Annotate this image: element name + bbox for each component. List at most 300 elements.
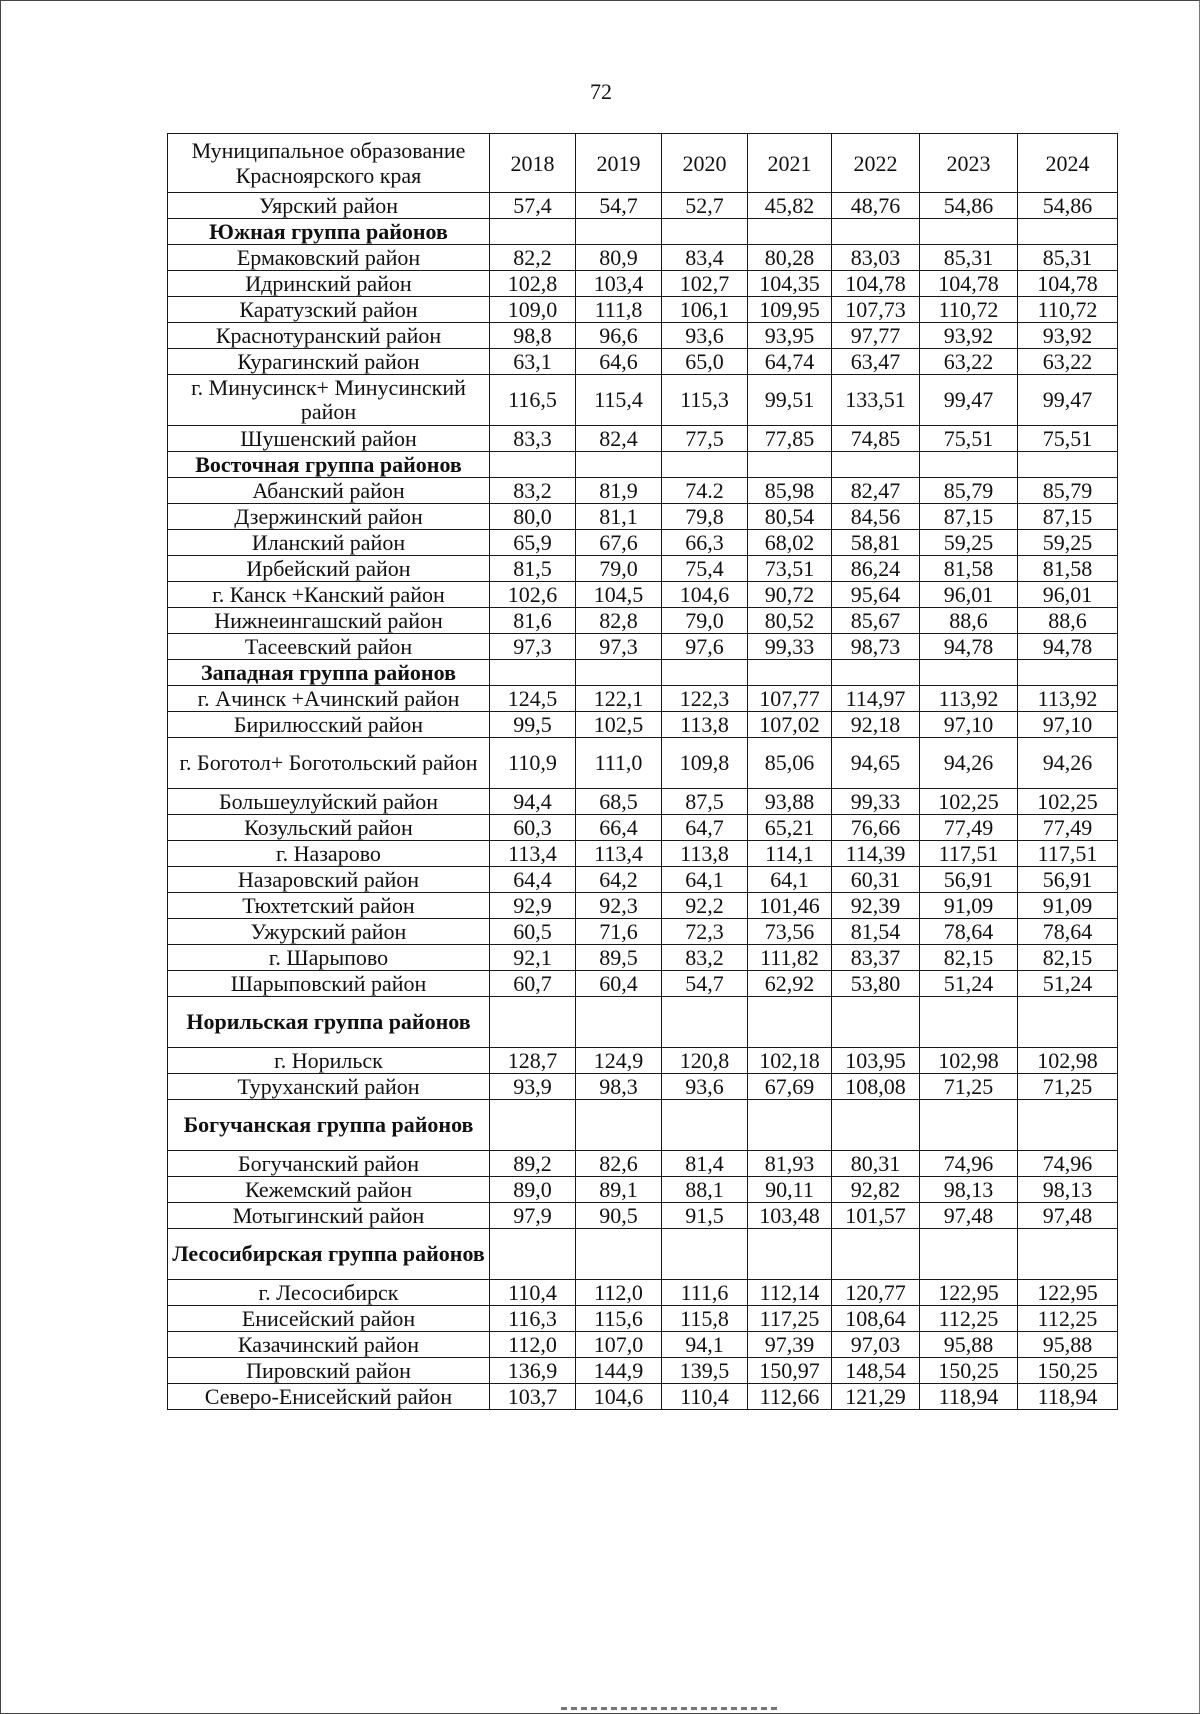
value-cell (662, 1229, 748, 1280)
value-cell: 80,28 (748, 245, 832, 271)
indicator-table (167, 133, 1118, 1410)
value-cell (662, 660, 748, 686)
value-cell: 102,98 (920, 1048, 1018, 1074)
value-cell: 110,9 (490, 738, 576, 789)
value-cell: 121,29 (832, 1384, 920, 1410)
value-cell: 104,6 (662, 582, 748, 608)
value-cell: 81,1 (576, 504, 662, 530)
value-cell: 89,5 (576, 945, 662, 971)
value-cell: 92,3 (576, 893, 662, 919)
value-cell (832, 997, 920, 1048)
value-cell (662, 219, 748, 245)
municipality-name-cell: г. Шарыпово (168, 945, 490, 971)
value-cell: 93,6 (662, 323, 748, 349)
value-cell: 101,46 (748, 893, 832, 919)
value-cell: 92,18 (832, 712, 920, 738)
table-row (168, 1177, 1118, 1203)
value-cell: 64,2 (576, 867, 662, 893)
value-cell: 118,94 (920, 1384, 1018, 1410)
municipality-name-cell: Назаровский район (168, 867, 490, 893)
value-cell (832, 1100, 920, 1151)
value-cell: 118,94 (1018, 1384, 1118, 1410)
value-cell: 115,3 (662, 375, 748, 426)
value-cell: 148,54 (832, 1358, 920, 1384)
value-cell: 112,25 (1018, 1306, 1118, 1332)
value-cell: 102,8 (490, 271, 576, 297)
value-cell: 64,7 (662, 815, 748, 841)
value-cell: 74,96 (920, 1151, 1018, 1177)
group-heading-row (168, 452, 1118, 478)
value-cell: 108,08 (832, 1074, 920, 1100)
value-cell: 104,78 (1018, 271, 1118, 297)
value-cell: 64,6 (576, 349, 662, 375)
header-cell-year: 2020 (662, 134, 748, 193)
value-cell: 87,15 (1018, 504, 1118, 530)
value-cell: 95,64 (832, 582, 920, 608)
value-cell (1018, 1229, 1118, 1280)
table-row (168, 1203, 1118, 1229)
municipality-name-cell: Богучанский район (168, 1151, 490, 1177)
value-cell: 74,85 (832, 426, 920, 452)
value-cell (490, 997, 576, 1048)
value-cell: 95,88 (920, 1332, 1018, 1358)
value-cell: 150,25 (1018, 1358, 1118, 1384)
value-cell: 83,2 (490, 478, 576, 504)
value-cell (662, 997, 748, 1048)
value-cell: 81,5 (490, 556, 576, 582)
municipality-name-cell: Шушенский район (168, 426, 490, 452)
value-cell: 74,96 (1018, 1151, 1118, 1177)
value-cell (576, 219, 662, 245)
value-cell: 81,58 (920, 556, 1018, 582)
value-cell: 93,92 (1018, 323, 1118, 349)
value-cell: 85,79 (1018, 478, 1118, 504)
value-cell: 97,10 (920, 712, 1018, 738)
municipality-name-cell: Козульский район (168, 815, 490, 841)
value-cell: 97,9 (490, 1203, 576, 1229)
value-cell: 82,6 (576, 1151, 662, 1177)
value-cell (576, 1100, 662, 1151)
value-cell: 107,73 (832, 297, 920, 323)
value-cell: 112,0 (576, 1280, 662, 1306)
value-cell: 74.2 (662, 478, 748, 504)
municipality-name-cell: Шарыповский район (168, 971, 490, 997)
value-cell: 80,0 (490, 504, 576, 530)
table-header-row (168, 134, 1118, 193)
value-cell: 88,6 (920, 608, 1018, 634)
value-cell: 104,78 (920, 271, 1018, 297)
value-cell: 115,4 (576, 375, 662, 426)
group-name-cell: Западная группа районов (168, 660, 490, 686)
value-cell: 85,06 (748, 738, 832, 789)
scan-artifact-line (561, 1707, 781, 1710)
municipality-name-cell: Енисейский район (168, 1306, 490, 1332)
value-cell: 104,6 (576, 1384, 662, 1410)
value-cell: 81,6 (490, 608, 576, 634)
value-cell (490, 1100, 576, 1151)
value-cell: 83,3 (490, 426, 576, 452)
table-row (168, 245, 1118, 271)
value-cell: 128,7 (490, 1048, 576, 1074)
table-row (168, 530, 1118, 556)
value-cell: 94,4 (490, 789, 576, 815)
header-cell-year: 2018 (490, 134, 576, 193)
value-cell: 63,22 (1018, 349, 1118, 375)
value-cell: 65,9 (490, 530, 576, 556)
group-heading-row (168, 219, 1118, 245)
value-cell: 136,9 (490, 1358, 576, 1384)
table-row (168, 789, 1118, 815)
municipality-name-cell: Каратузский район (168, 297, 490, 323)
municipality-name-cell: Туруханский район (168, 1074, 490, 1100)
value-cell: 81,4 (662, 1151, 748, 1177)
value-cell: 75,4 (662, 556, 748, 582)
value-cell: 93,95 (748, 323, 832, 349)
value-cell: 53,80 (832, 971, 920, 997)
value-cell: 54,86 (1018, 193, 1118, 219)
group-heading-row (168, 660, 1118, 686)
value-cell: 85,31 (1018, 245, 1118, 271)
value-cell (920, 452, 1018, 478)
value-cell: 71,25 (1018, 1074, 1118, 1100)
value-cell: 73,56 (748, 919, 832, 945)
value-cell: 64,4 (490, 867, 576, 893)
municipality-name-cell: Идринский район (168, 271, 490, 297)
municipality-name-cell: Ирбейский район (168, 556, 490, 582)
value-cell: 82,47 (832, 478, 920, 504)
value-cell: 81,93 (748, 1151, 832, 1177)
value-cell: 113,8 (662, 712, 748, 738)
value-cell (576, 452, 662, 478)
value-cell: 66,3 (662, 530, 748, 556)
value-cell: 110,4 (490, 1280, 576, 1306)
value-cell (920, 219, 1018, 245)
value-cell: 59,25 (1018, 530, 1118, 556)
value-cell: 83,2 (662, 945, 748, 971)
value-cell: 92,39 (832, 893, 920, 919)
value-cell: 82,4 (576, 426, 662, 452)
value-cell: 104,78 (832, 271, 920, 297)
value-cell: 110,72 (920, 297, 1018, 323)
value-cell: 71,6 (576, 919, 662, 945)
value-cell: 116,3 (490, 1306, 576, 1332)
table-row (168, 634, 1118, 660)
value-cell: 82,15 (1018, 945, 1118, 971)
value-cell: 65,0 (662, 349, 748, 375)
table-row (168, 893, 1118, 919)
value-cell: 113,8 (662, 841, 748, 867)
value-cell: 122,3 (662, 686, 748, 712)
value-cell: 96,6 (576, 323, 662, 349)
value-cell: 91,09 (920, 893, 1018, 919)
municipality-name-cell: г. Норильск (168, 1048, 490, 1074)
value-cell (1018, 219, 1118, 245)
value-cell (832, 452, 920, 478)
value-cell: 78,64 (1018, 919, 1118, 945)
value-cell: 110,72 (1018, 297, 1118, 323)
municipality-name-cell: Пировский район (168, 1358, 490, 1384)
value-cell: 117,51 (920, 841, 1018, 867)
value-cell: 90,5 (576, 1203, 662, 1229)
value-cell: 77,5 (662, 426, 748, 452)
value-cell: 112,14 (748, 1280, 832, 1306)
value-cell: 111,82 (748, 945, 832, 971)
value-cell: 110,4 (662, 1384, 748, 1410)
value-cell (832, 1229, 920, 1280)
page-number: 72 (590, 79, 612, 104)
value-cell: 111,8 (576, 297, 662, 323)
value-cell: 102,5 (576, 712, 662, 738)
value-cell: 93,92 (920, 323, 1018, 349)
value-cell (662, 1100, 748, 1151)
value-cell: 103,7 (490, 1384, 576, 1410)
value-cell: 77,49 (920, 815, 1018, 841)
value-cell (1018, 997, 1118, 1048)
value-cell (490, 1229, 576, 1280)
value-cell: 76,66 (832, 815, 920, 841)
value-cell: 112,25 (920, 1306, 1018, 1332)
value-cell: 109,8 (662, 738, 748, 789)
value-cell: 89,2 (490, 1151, 576, 1177)
table-row (168, 738, 1118, 789)
value-cell: 97,48 (920, 1203, 1018, 1229)
group-name-cell: Восточная группа районов (168, 452, 490, 478)
municipality-name-cell: Тюхтетский район (168, 893, 490, 919)
value-cell: 80,52 (748, 608, 832, 634)
value-cell (748, 219, 832, 245)
value-cell: 96,01 (920, 582, 1018, 608)
value-cell: 113,92 (1018, 686, 1118, 712)
municipality-name-cell: Уярский район (168, 193, 490, 219)
value-cell: 113,4 (576, 841, 662, 867)
value-cell: 122,1 (576, 686, 662, 712)
value-cell: 114,1 (748, 841, 832, 867)
value-cell: 83,4 (662, 245, 748, 271)
value-cell: 97,3 (576, 634, 662, 660)
value-cell: 64,1 (662, 867, 748, 893)
value-cell (748, 660, 832, 686)
group-heading-row (168, 1100, 1118, 1151)
value-cell: 111,0 (576, 738, 662, 789)
value-cell: 51,24 (1018, 971, 1118, 997)
table-row (168, 426, 1118, 452)
table-row (168, 556, 1118, 582)
value-cell: 56,91 (920, 867, 1018, 893)
value-cell: 120,77 (832, 1280, 920, 1306)
value-cell: 98,13 (1018, 1177, 1118, 1203)
value-cell: 97,48 (1018, 1203, 1118, 1229)
value-cell: 112,66 (748, 1384, 832, 1410)
value-cell: 77,49 (1018, 815, 1118, 841)
table-row (168, 815, 1118, 841)
value-cell: 92,1 (490, 945, 576, 971)
table-row (168, 686, 1118, 712)
value-cell: 93,88 (748, 789, 832, 815)
value-cell: 56,91 (1018, 867, 1118, 893)
value-cell (490, 219, 576, 245)
table-row (168, 323, 1118, 349)
group-name-cell: Южная группа районов (168, 219, 490, 245)
value-cell: 92,82 (832, 1177, 920, 1203)
value-cell: 109,0 (490, 297, 576, 323)
table-row (168, 608, 1118, 634)
value-cell: 104,5 (576, 582, 662, 608)
table-row (168, 1280, 1118, 1306)
value-cell (576, 1229, 662, 1280)
municipality-name-cell: Дзержинский район (168, 504, 490, 530)
value-cell: 75,51 (1018, 426, 1118, 452)
value-cell: 99,33 (748, 634, 832, 660)
value-cell: 109,95 (748, 297, 832, 323)
table-row (168, 919, 1118, 945)
value-cell: 75,51 (920, 426, 1018, 452)
value-cell (748, 1100, 832, 1151)
value-cell: 57,4 (490, 193, 576, 219)
value-cell: 45,82 (748, 193, 832, 219)
value-cell: 106,1 (662, 297, 748, 323)
table-row (168, 193, 1118, 219)
value-cell: 88,1 (662, 1177, 748, 1203)
value-cell: 94,1 (662, 1332, 748, 1358)
value-cell: 82,2 (490, 245, 576, 271)
table-row (168, 712, 1118, 738)
header-cell-municipality: Муниципальное образование Красноярского края (168, 134, 490, 193)
table-row (168, 1332, 1118, 1358)
value-cell: 133,51 (832, 375, 920, 426)
value-cell: 78,64 (920, 919, 1018, 945)
group-name-cell: Богучанская группа районов (168, 1100, 490, 1151)
value-cell: 124,5 (490, 686, 576, 712)
value-cell (662, 452, 748, 478)
value-cell: 85,98 (748, 478, 832, 504)
table-row (168, 1074, 1118, 1100)
table-body (168, 134, 1118, 1410)
value-cell: 95,88 (1018, 1332, 1118, 1358)
value-cell: 66,4 (576, 815, 662, 841)
value-cell: 94,65 (832, 738, 920, 789)
value-cell: 115,6 (576, 1306, 662, 1332)
value-cell (832, 660, 920, 686)
municipality-name-cell: г. Боготол+ Боготольский район (168, 738, 490, 789)
table-row (168, 504, 1118, 530)
value-cell: 99,47 (920, 375, 1018, 426)
value-cell: 108,64 (832, 1306, 920, 1332)
value-cell: 62,92 (748, 971, 832, 997)
value-cell: 97,6 (662, 634, 748, 660)
value-cell: 87,15 (920, 504, 1018, 530)
value-cell: 93,6 (662, 1074, 748, 1100)
value-cell: 80,31 (832, 1151, 920, 1177)
value-cell: 79,8 (662, 504, 748, 530)
value-cell: 104,35 (748, 271, 832, 297)
value-cell: 111,6 (662, 1280, 748, 1306)
municipality-name-cell: г. Назарово (168, 841, 490, 867)
value-cell: 97,10 (1018, 712, 1118, 738)
value-cell: 60,5 (490, 919, 576, 945)
table-row (168, 297, 1118, 323)
value-cell: 113,4 (490, 841, 576, 867)
value-cell: 94,78 (1018, 634, 1118, 660)
value-cell: 150,97 (748, 1358, 832, 1384)
value-cell: 112,0 (490, 1332, 576, 1358)
value-cell (576, 997, 662, 1048)
value-cell (920, 660, 1018, 686)
group-heading-row (168, 1229, 1118, 1280)
value-cell: 89,0 (490, 1177, 576, 1203)
value-cell: 91,5 (662, 1203, 748, 1229)
municipality-name-cell: Бирилюсский район (168, 712, 490, 738)
value-cell: 96,01 (1018, 582, 1118, 608)
value-cell: 117,51 (1018, 841, 1118, 867)
value-cell: 99,51 (748, 375, 832, 426)
value-cell: 68,02 (748, 530, 832, 556)
value-cell: 63,47 (832, 349, 920, 375)
value-cell: 54,7 (576, 193, 662, 219)
table-row (168, 1358, 1118, 1384)
value-cell (920, 997, 1018, 1048)
value-cell: 103,95 (832, 1048, 920, 1074)
value-cell: 102,98 (1018, 1048, 1118, 1074)
value-cell: 116,5 (490, 375, 576, 426)
value-cell: 97,3 (490, 634, 576, 660)
value-cell: 54,7 (662, 971, 748, 997)
group-heading-row (168, 997, 1118, 1048)
value-cell: 92,2 (662, 893, 748, 919)
value-cell: 82,15 (920, 945, 1018, 971)
value-cell: 60,31 (832, 867, 920, 893)
municipality-name-cell: Ермаковский район (168, 245, 490, 271)
value-cell: 82,8 (576, 608, 662, 634)
header-cell-year: 2023 (920, 134, 1018, 193)
value-cell: 85,67 (832, 608, 920, 634)
value-cell: 122,95 (920, 1280, 1018, 1306)
table-row (168, 349, 1118, 375)
value-cell: 98,8 (490, 323, 576, 349)
value-cell: 59,25 (920, 530, 1018, 556)
value-cell: 91,09 (1018, 893, 1118, 919)
value-cell: 60,4 (576, 971, 662, 997)
value-cell (490, 452, 576, 478)
value-cell: 90,11 (748, 1177, 832, 1203)
value-cell: 86,24 (832, 556, 920, 582)
value-cell: 60,7 (490, 971, 576, 997)
value-cell (490, 660, 576, 686)
value-cell (576, 660, 662, 686)
value-cell: 97,03 (832, 1332, 920, 1358)
value-cell: 97,77 (832, 323, 920, 349)
value-cell: 90,72 (748, 582, 832, 608)
value-cell: 85,31 (920, 245, 1018, 271)
municipality-name-cell: г. Канск +Канский район (168, 582, 490, 608)
table-row (168, 478, 1118, 504)
value-cell: 144,9 (576, 1358, 662, 1384)
value-cell: 48,76 (832, 193, 920, 219)
table-row (168, 1048, 1118, 1074)
value-cell: 88,6 (1018, 608, 1118, 634)
table-row (168, 971, 1118, 997)
municipality-name-cell: Нижнеингашский район (168, 608, 490, 634)
table-row (168, 1151, 1118, 1177)
municipality-name-cell: г. Ачинск +Ачинский район (168, 686, 490, 712)
value-cell: 107,0 (576, 1332, 662, 1358)
value-cell: 81,9 (576, 478, 662, 504)
value-cell (920, 1100, 1018, 1151)
value-cell: 73,51 (748, 556, 832, 582)
value-cell: 93,9 (490, 1074, 576, 1100)
value-cell: 52,7 (662, 193, 748, 219)
municipality-name-cell: Мотыгинский район (168, 1203, 490, 1229)
municipality-name-cell: г. Лесосибирск (168, 1280, 490, 1306)
